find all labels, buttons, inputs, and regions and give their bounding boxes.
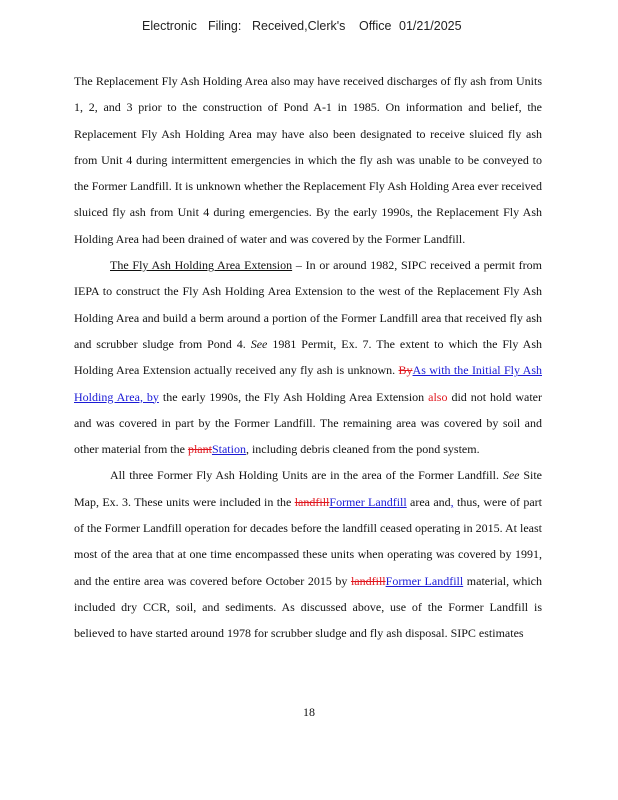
redline-insertion: As with the Initial Fly Ash Holding Area, by [74, 363, 542, 404]
header-date: 01/21/2025 [399, 19, 462, 33]
redline-insertion: Station [211, 442, 246, 457]
paragraph-replacement-fly-ash [74, 68, 542, 252]
redline-insertion-comma: , [450, 494, 454, 509]
paragraph-text: The Replacement Fly Ash Holding Area also may have received discharges of fly ash from Units 1, 2, and 3 prior to the construction of Pond A-1 in 1985. On information and belief, the Replacement Fly Ash Holding Area may have also been designated to receive sluiced fly ash from Unit 4 during intermittent emergencies in which the fly ash was unable to be conveyed to the Former Landfill. It is unknown whether the Replacement Fly Ash Holding Area ever received sluiced fly ash from Unit 4 during emergencies. By the early 1990s, the Replacement Fly Ash Holding Area had been drained of water and was covered by the Former Landfill. [74, 74, 542, 246]
paragraph-holding-area-extension: The Fly Ash Holding Area Extension – In or around 1982, SIPC received a permit from IEPA to construct the Fly Ash Holding Area Extension to the west of the Replacement Fly Ash Holding Area and build a berm around a portion of the Former Landfill area that received fly ash and scrubber sludge from Pond 4. See 1981 Permit, Ex. 7. The extent to which the Fly Ash Holding Area Extension actually received any fly ash is unknown. ByAs with the Initial Fly Ash Holding Area, by the early 1990s, the Fly Ash Holding Area Extension also did not hold water and was covered in part by the Former Landfill. The remaining area was covered by soil and other material from the plantStation, including debris cleaned from the pond system. [74, 258, 542, 457]
citation-signal: See [502, 468, 520, 483]
page-number: 18 [303, 705, 315, 719]
header-filing: Filing: [208, 19, 242, 33]
redline-deletion: landfill [350, 573, 386, 588]
header-received-clerks: Received,Clerk's [252, 19, 346, 33]
redline-deletion: landfill [294, 494, 330, 509]
header-office: Office [359, 19, 392, 33]
redline-insertion: Former Landfill [385, 573, 464, 588]
redline-insertion: Former Landfill [329, 494, 407, 509]
section-heading: The Fly Ash Holding Area Extension [110, 258, 293, 273]
header-electronic: Electronic [142, 19, 197, 33]
redline-deletion: By [398, 363, 413, 378]
paragraph-former-holding-units: All three Former Fly Ash Holding Units are in the area of the Former Landfill. See Site Map, Ex. 3. These units were included in the landfillFormer Landfill area and, thus, were of part of the Former Landfill operation for decades before the landfill ceased operating in 2015. At least most of the area that at one time encompassed these units when operating was covered by 1991, and the entire area was covered before October 2015 by landfillFormer Landfill material, which included dry CCR, soil, and sediments. As discussed above, use of the Former Landfill is believed to have started around 1978 for scrubber sludge and fly ash disposal. SIPC estimates [74, 468, 542, 641]
redline-insertion-plain: also [428, 389, 448, 404]
citation-signal: See [250, 336, 268, 351]
redline-deletion: plant [187, 442, 212, 457]
document-body [74, 68, 542, 647]
